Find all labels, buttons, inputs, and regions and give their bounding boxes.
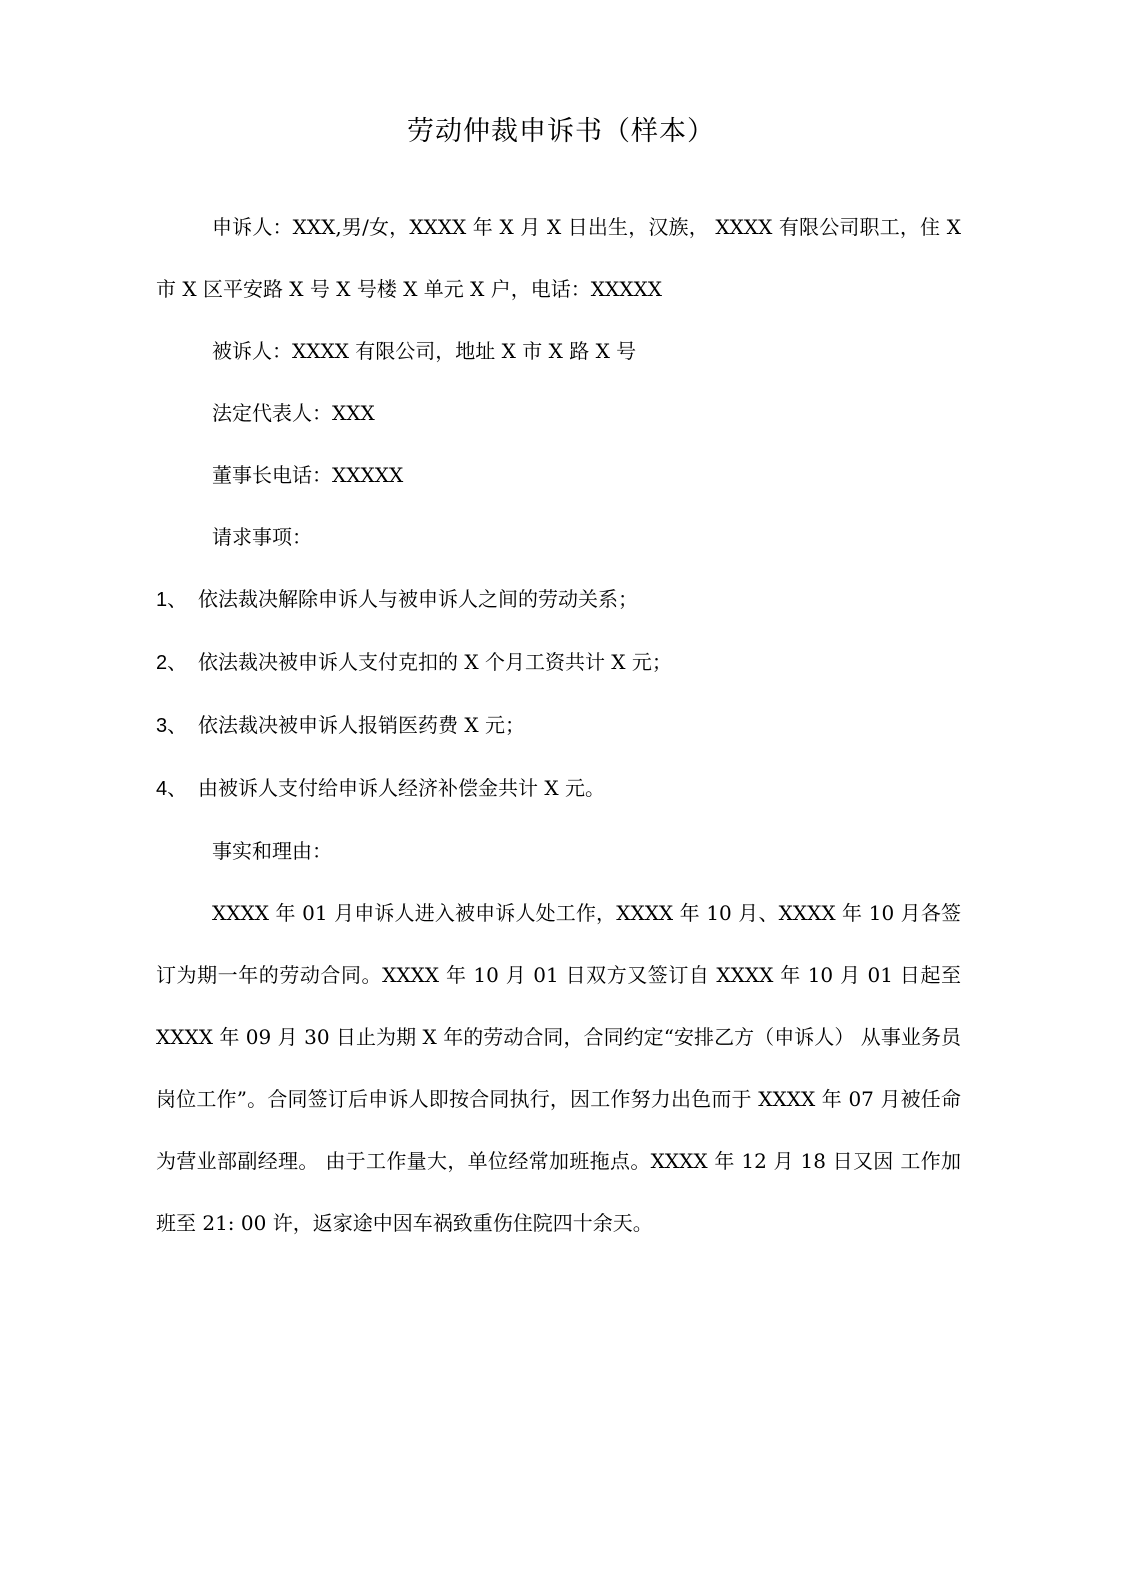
legal-representative-line: 法定代表人：XXX xyxy=(212,401,375,425)
request-item-text: 依法裁决被申诉人支付克扣的 X 个月工资共计 X 元； xyxy=(198,650,672,674)
request-item-text: 依法裁决被申诉人报销医药费 X 元； xyxy=(198,713,525,737)
respondent-paragraph: 被诉人：XXXX 有限公司，地址 X 市 X 路 X 号 xyxy=(212,339,637,363)
request-item-number: 2、 xyxy=(156,652,188,674)
request-item xyxy=(156,631,961,694)
document-body xyxy=(156,196,961,1254)
facts-paragraph: XXXX 年 01 月申诉人进入被申诉人处工作，XXXX 年 10 月、XXXX 年 10 月各签订为期一年的劳动合同。XXXX 年 10 月 01 日双方又签订自 XXXX 年 10 月 01 日起至 XXXX 年 09 月 30 日止为期 X 年的劳动合同，合同约定“安排乙方（申诉人） 从事业务员岗位工作”。合同签订后申诉人即按合同执行，因工作努力出色而于 XXXX 年 07 月被任命为营业部副经理。 由于工作量大，单位经常加班拖点。XXXX 年 12 月 18 日又因 工作加班至 21: 00 许，返家途中因车祸致重伤住院四十余天。 xyxy=(156,901,961,1235)
document-title: 劳动仲裁申诉书（样本） xyxy=(407,116,715,147)
request-item-number: 3、 xyxy=(156,715,188,737)
request-item-text: 由被诉人支付给申诉人经济补偿金共计 X 元。 xyxy=(198,776,605,800)
requests-heading: 请求事项： xyxy=(212,525,312,549)
facts-heading: 事实和理由： xyxy=(212,839,332,863)
request-item xyxy=(156,694,961,757)
chairman-phone-line: 董事长电话：XXXXX xyxy=(212,463,404,487)
request-item xyxy=(156,568,961,631)
request-item xyxy=(156,757,961,820)
request-item-number: 4、 xyxy=(156,778,188,800)
applicant-paragraph: 申诉人：XXX,男/女，XXXX 年 X 月 X 日出生，汉族， XXXX 有限公司职工，住 X 市 X 区平安路 X 号 X 号楼 X 单元 X 户，电话：XXXXX xyxy=(156,215,961,301)
request-item-text: 依法裁决解除申诉人与被申诉人之间的劳动关系； xyxy=(198,587,638,611)
request-item-number: 1、 xyxy=(156,589,188,611)
